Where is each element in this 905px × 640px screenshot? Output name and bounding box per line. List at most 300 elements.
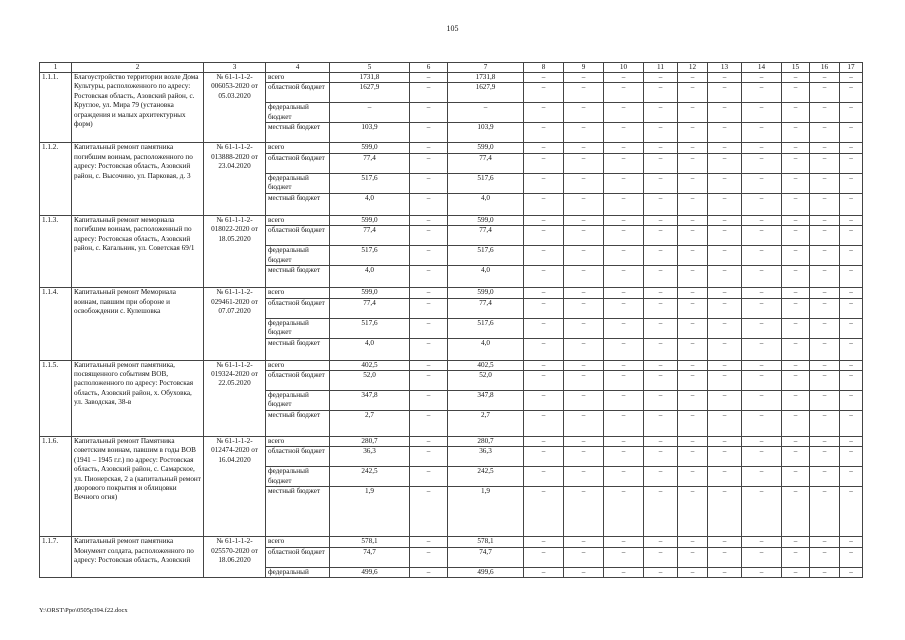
value-col-12: – bbox=[678, 338, 708, 360]
value-col-5: 402,5 bbox=[330, 360, 410, 370]
value-col-16: – bbox=[810, 173, 840, 193]
value-col-5: 77,4 bbox=[330, 153, 410, 173]
value-col-9: – bbox=[564, 266, 604, 288]
value-col-12: – bbox=[678, 371, 708, 391]
value-col-15: – bbox=[782, 447, 810, 467]
value-col-6: – bbox=[410, 143, 448, 153]
value-col-14: – bbox=[742, 226, 782, 246]
value-col-6: – bbox=[410, 246, 448, 266]
value-col-7: 2,7 bbox=[448, 411, 524, 437]
value-col-17: – bbox=[840, 537, 863, 547]
value-col-5: 1731,8 bbox=[330, 73, 410, 83]
value-col-7: 517,6 bbox=[448, 318, 524, 338]
value-col-9: – bbox=[564, 437, 604, 447]
value-col-7: 517,6 bbox=[448, 173, 524, 193]
value-col-16: – bbox=[810, 73, 840, 83]
value-col-15: – bbox=[782, 153, 810, 173]
object-name: Капитальный ремонт памятника, посвященного событиям ВОВ, расположенного по адресу: Ростовская область, Азовский район, х. Обуховка, ул. Заводская, 38-в bbox=[72, 360, 204, 436]
document-number: № 61-1-1-2-025570-2020 от 18.06.2020 bbox=[204, 537, 266, 578]
value-col-17: – bbox=[840, 437, 863, 447]
value-col-17: – bbox=[840, 215, 863, 225]
value-col-17: – bbox=[840, 103, 863, 123]
value-col-14: – bbox=[742, 487, 782, 537]
value-col-16: – bbox=[810, 246, 840, 266]
table-row bbox=[40, 288, 863, 298]
value-col-7: 578,1 bbox=[448, 537, 524, 547]
value-col-16: – bbox=[810, 391, 840, 411]
funding-source: местный бюджет bbox=[266, 123, 330, 143]
value-col-6: – bbox=[410, 537, 448, 547]
value-col-10: – bbox=[604, 487, 644, 537]
value-col-13: – bbox=[708, 226, 742, 246]
table-row bbox=[40, 215, 863, 225]
value-col-15: – bbox=[782, 143, 810, 153]
value-col-17: – bbox=[840, 73, 863, 83]
item-number: 1.1.5. bbox=[40, 360, 72, 436]
value-col-14: – bbox=[742, 338, 782, 360]
value-col-10: – bbox=[604, 193, 644, 215]
value-col-15: – bbox=[782, 215, 810, 225]
document-number: № 61-1-1-2-013888-2020 от 23.04.2020 bbox=[204, 143, 266, 215]
value-col-6: – bbox=[410, 371, 448, 391]
funding-source: областной бюджет bbox=[266, 298, 330, 318]
value-col-10: – bbox=[604, 153, 644, 173]
table-row bbox=[40, 73, 863, 83]
value-col-5: 36,3 bbox=[330, 447, 410, 467]
value-col-11: – bbox=[644, 537, 678, 547]
value-col-6: – bbox=[410, 266, 448, 288]
value-col-12: – bbox=[678, 83, 708, 103]
value-col-11: – bbox=[644, 547, 678, 567]
value-col-8: – bbox=[524, 437, 564, 447]
value-col-9: – bbox=[564, 360, 604, 370]
value-col-7: 280,7 bbox=[448, 437, 524, 447]
value-col-8: – bbox=[524, 83, 564, 103]
value-col-10: – bbox=[604, 123, 644, 143]
value-col-17: – bbox=[840, 467, 863, 487]
document-number: № 61-1-1-2-019324-2020 от 22.05.2020 bbox=[204, 360, 266, 436]
value-col-9: – bbox=[564, 487, 604, 537]
value-col-7: 36,3 bbox=[448, 447, 524, 467]
funding-source: федеральный бюджет bbox=[266, 391, 330, 411]
value-col-12: – bbox=[678, 73, 708, 83]
value-col-12: – bbox=[678, 487, 708, 537]
value-col-10: – bbox=[604, 266, 644, 288]
value-col-15: – bbox=[782, 360, 810, 370]
value-col-17: – bbox=[840, 143, 863, 153]
value-col-11: – bbox=[644, 298, 678, 318]
value-col-9: – bbox=[564, 173, 604, 193]
funding-source: всего bbox=[266, 288, 330, 298]
value-col-13: – bbox=[708, 298, 742, 318]
value-col-12: – bbox=[678, 567, 708, 577]
value-col-17: – bbox=[840, 83, 863, 103]
value-col-9: – bbox=[564, 288, 604, 298]
value-col-16: – bbox=[810, 153, 840, 173]
value-col-10: – bbox=[604, 298, 644, 318]
value-col-9: – bbox=[564, 318, 604, 338]
value-col-6: – bbox=[410, 173, 448, 193]
item-number: 1.1.3. bbox=[40, 215, 72, 287]
value-col-11: – bbox=[644, 103, 678, 123]
value-col-16: – bbox=[810, 103, 840, 123]
value-col-13: – bbox=[708, 338, 742, 360]
value-col-8: – bbox=[524, 371, 564, 391]
value-col-16: – bbox=[810, 567, 840, 577]
value-col-14: – bbox=[742, 73, 782, 83]
value-col-6: – bbox=[410, 103, 448, 123]
value-col-17: – bbox=[840, 123, 863, 143]
table-row bbox=[40, 360, 863, 370]
value-col-10: – bbox=[604, 360, 644, 370]
value-col-11: – bbox=[644, 83, 678, 103]
value-col-8: – bbox=[524, 153, 564, 173]
value-col-16: – bbox=[810, 215, 840, 225]
column-header-7: 7 bbox=[448, 63, 524, 73]
value-col-8: – bbox=[524, 173, 564, 193]
value-col-12: – bbox=[678, 153, 708, 173]
value-col-14: – bbox=[742, 123, 782, 143]
value-col-14: – bbox=[742, 437, 782, 447]
value-col-13: – bbox=[708, 391, 742, 411]
funding-source: всего bbox=[266, 360, 330, 370]
value-col-7: 4,0 bbox=[448, 193, 524, 215]
value-col-16: – bbox=[810, 318, 840, 338]
value-col-6: – bbox=[410, 318, 448, 338]
value-col-8: – bbox=[524, 318, 564, 338]
value-col-10: – bbox=[604, 73, 644, 83]
value-col-7: 499,6 bbox=[448, 567, 524, 577]
value-col-15: – bbox=[782, 266, 810, 288]
value-col-10: – bbox=[604, 246, 644, 266]
value-col-7: 599,0 bbox=[448, 288, 524, 298]
value-col-13: – bbox=[708, 143, 742, 153]
column-header-16: 16 bbox=[810, 63, 840, 73]
value-col-7: 347,8 bbox=[448, 391, 524, 411]
value-col-13: – bbox=[708, 123, 742, 143]
value-col-17: – bbox=[840, 371, 863, 391]
value-col-15: – bbox=[782, 103, 810, 123]
value-col-14: – bbox=[742, 103, 782, 123]
value-col-7: 52,0 bbox=[448, 371, 524, 391]
value-col-16: – bbox=[810, 226, 840, 246]
column-header-9: 9 bbox=[564, 63, 604, 73]
value-col-11: – bbox=[644, 288, 678, 298]
funding-source: всего bbox=[266, 215, 330, 225]
value-col-14: – bbox=[742, 391, 782, 411]
value-col-9: – bbox=[564, 226, 604, 246]
value-col-6: – bbox=[410, 338, 448, 360]
value-col-16: – bbox=[810, 298, 840, 318]
value-col-6: – bbox=[410, 123, 448, 143]
value-col-16: – bbox=[810, 338, 840, 360]
value-col-14: – bbox=[742, 411, 782, 437]
value-col-14: – bbox=[742, 567, 782, 577]
value-col-13: – bbox=[708, 467, 742, 487]
value-col-11: – bbox=[644, 226, 678, 246]
value-col-12: – bbox=[678, 298, 708, 318]
value-col-16: – bbox=[810, 437, 840, 447]
value-col-5: 2,7 bbox=[330, 411, 410, 437]
value-col-9: – bbox=[564, 153, 604, 173]
value-col-10: – bbox=[604, 567, 644, 577]
funding-source: местный бюджет bbox=[266, 266, 330, 288]
value-col-5: 52,0 bbox=[330, 371, 410, 391]
value-col-13: – bbox=[708, 371, 742, 391]
value-col-13: – bbox=[708, 215, 742, 225]
value-col-8: – bbox=[524, 215, 564, 225]
object-name: Капитальный ремонт памятника погибшим воинам, расположенного по адресу: Ростовская область, Азовский район, с. Высочино, ул. Парковая, д. 3 bbox=[72, 143, 204, 215]
value-col-10: – bbox=[604, 103, 644, 123]
value-col-14: – bbox=[742, 360, 782, 370]
value-col-15: – bbox=[782, 73, 810, 83]
value-col-15: – bbox=[782, 487, 810, 537]
value-col-7: 103,9 bbox=[448, 123, 524, 143]
object-name: Капитальный ремонт Мемориала воинам, павшим при обороне и освобождении с. Кулешовка bbox=[72, 288, 204, 360]
value-col-9: – bbox=[564, 391, 604, 411]
value-col-12: – bbox=[678, 437, 708, 447]
value-col-8: – bbox=[524, 411, 564, 437]
value-col-15: – bbox=[782, 246, 810, 266]
value-col-16: – bbox=[810, 447, 840, 467]
value-col-5: 280,7 bbox=[330, 437, 410, 447]
value-col-6: – bbox=[410, 193, 448, 215]
value-col-6: – bbox=[410, 215, 448, 225]
value-col-12: – bbox=[678, 288, 708, 298]
value-col-6: – bbox=[410, 391, 448, 411]
value-col-17: – bbox=[840, 173, 863, 193]
funding-source: федеральный бюджет bbox=[266, 173, 330, 193]
value-col-10: – bbox=[604, 371, 644, 391]
value-col-11: – bbox=[644, 437, 678, 447]
value-col-15: – bbox=[782, 411, 810, 437]
value-col-14: – bbox=[742, 537, 782, 547]
value-col-9: – bbox=[564, 338, 604, 360]
value-col-15: – bbox=[782, 226, 810, 246]
value-col-14: – bbox=[742, 288, 782, 298]
value-col-11: – bbox=[644, 123, 678, 143]
value-col-8: – bbox=[524, 288, 564, 298]
value-col-12: – bbox=[678, 360, 708, 370]
value-col-15: – bbox=[782, 567, 810, 577]
value-col-8: – bbox=[524, 467, 564, 487]
value-col-10: – bbox=[604, 547, 644, 567]
value-col-6: – bbox=[410, 226, 448, 246]
value-col-9: – bbox=[564, 73, 604, 83]
value-col-16: – bbox=[810, 143, 840, 153]
value-col-6: – bbox=[410, 447, 448, 467]
value-col-17: – bbox=[840, 338, 863, 360]
funding-source: местный бюджет bbox=[266, 193, 330, 215]
value-col-13: – bbox=[708, 266, 742, 288]
value-col-14: – bbox=[742, 298, 782, 318]
value-col-6: – bbox=[410, 567, 448, 577]
value-col-7: 77,4 bbox=[448, 153, 524, 173]
value-col-10: – bbox=[604, 226, 644, 246]
column-header-3: 3 bbox=[204, 63, 266, 73]
value-col-5: 499,6 bbox=[330, 567, 410, 577]
funding-source: областной бюджет bbox=[266, 153, 330, 173]
value-col-15: – bbox=[782, 338, 810, 360]
value-col-13: – bbox=[708, 83, 742, 103]
table-body bbox=[40, 73, 863, 578]
value-col-9: – bbox=[564, 246, 604, 266]
object-name: Благоустройство территории возле Дома Культуры, расположенного по адресу: Ростовская область, Азовский район, с. Круглое, ул. Мира 79 (установка ограждения и малых архитектурных форм) bbox=[72, 73, 204, 143]
value-col-8: – bbox=[524, 73, 564, 83]
value-col-17: – bbox=[840, 411, 863, 437]
value-col-7: 77,4 bbox=[448, 298, 524, 318]
value-col-11: – bbox=[644, 143, 678, 153]
page-number: 105 bbox=[446, 24, 459, 33]
value-col-17: – bbox=[840, 547, 863, 567]
value-col-5: 77,4 bbox=[330, 298, 410, 318]
value-col-7: 4,0 bbox=[448, 338, 524, 360]
value-col-17: – bbox=[840, 246, 863, 266]
footer-file-path: Y:\ORST\Ppo\0505p394.f22.docx bbox=[39, 607, 128, 614]
value-col-10: – bbox=[604, 437, 644, 447]
object-name: Капитальный ремонт Памятника советским воинам, павшим в годы ВОВ (1941 – 1945 г.г.) по адресу: Ростовская область, Азовский район, с. Самарское, ул. Пионерская, 2 а (капитальный ремонт дворового покрытия и облицовки Вечного огня) bbox=[72, 437, 204, 537]
value-col-5: 1,9 bbox=[330, 487, 410, 537]
value-col-9: – bbox=[564, 215, 604, 225]
value-col-8: – bbox=[524, 246, 564, 266]
value-col-12: – bbox=[678, 411, 708, 437]
value-col-14: – bbox=[742, 153, 782, 173]
funding-source: всего bbox=[266, 73, 330, 83]
value-col-8: – bbox=[524, 143, 564, 153]
value-col-9: – bbox=[564, 467, 604, 487]
value-col-9: – bbox=[564, 567, 604, 577]
value-col-14: – bbox=[742, 318, 782, 338]
item-number: 1.1.6. bbox=[40, 437, 72, 537]
value-col-12: – bbox=[678, 246, 708, 266]
value-col-12: – bbox=[678, 391, 708, 411]
value-col-9: – bbox=[564, 447, 604, 467]
value-col-6: – bbox=[410, 153, 448, 173]
value-col-13: – bbox=[708, 411, 742, 437]
value-col-10: – bbox=[604, 318, 644, 338]
value-col-13: – bbox=[708, 547, 742, 567]
value-col-15: – bbox=[782, 318, 810, 338]
document-number: № 61-1-1-2-018022-2020 от 18.05.2020 bbox=[204, 215, 266, 287]
funding-source: федеральный бюджет bbox=[266, 318, 330, 338]
value-col-6: – bbox=[410, 288, 448, 298]
value-col-13: – bbox=[708, 487, 742, 537]
value-col-14: – bbox=[742, 83, 782, 103]
value-col-14: – bbox=[742, 547, 782, 567]
value-col-11: – bbox=[644, 371, 678, 391]
value-col-13: – bbox=[708, 153, 742, 173]
value-col-9: – bbox=[564, 143, 604, 153]
value-col-10: – bbox=[604, 143, 644, 153]
value-col-5: 4,0 bbox=[330, 338, 410, 360]
value-col-13: – bbox=[708, 537, 742, 547]
value-col-12: – bbox=[678, 266, 708, 288]
value-col-6: – bbox=[410, 467, 448, 487]
value-col-12: – bbox=[678, 226, 708, 246]
value-col-6: – bbox=[410, 437, 448, 447]
value-col-11: – bbox=[644, 173, 678, 193]
value-col-13: – bbox=[708, 567, 742, 577]
value-col-14: – bbox=[742, 173, 782, 193]
value-col-10: – bbox=[604, 288, 644, 298]
value-col-5: 1627,9 bbox=[330, 83, 410, 103]
value-col-13: – bbox=[708, 246, 742, 266]
value-col-16: – bbox=[810, 266, 840, 288]
value-col-12: – bbox=[678, 123, 708, 143]
value-col-9: – bbox=[564, 411, 604, 437]
value-col-8: – bbox=[524, 226, 564, 246]
value-col-13: – bbox=[708, 437, 742, 447]
value-col-17: – bbox=[840, 567, 863, 577]
value-col-11: – bbox=[644, 338, 678, 360]
value-col-5: 103,9 bbox=[330, 123, 410, 143]
value-col-16: – bbox=[810, 487, 840, 537]
funding-source: областной бюджет bbox=[266, 226, 330, 246]
value-col-14: – bbox=[742, 246, 782, 266]
value-col-10: – bbox=[604, 215, 644, 225]
value-col-16: – bbox=[810, 193, 840, 215]
value-col-16: – bbox=[810, 360, 840, 370]
value-col-6: – bbox=[410, 411, 448, 437]
value-col-15: – bbox=[782, 437, 810, 447]
column-header-8: 8 bbox=[524, 63, 564, 73]
funding-source: областной бюджет bbox=[266, 371, 330, 391]
value-col-8: – bbox=[524, 391, 564, 411]
value-col-14: – bbox=[742, 143, 782, 153]
funding-source: областной бюджет bbox=[266, 83, 330, 103]
value-col-13: – bbox=[708, 73, 742, 83]
value-col-9: – bbox=[564, 371, 604, 391]
value-col-13: – bbox=[708, 447, 742, 467]
funding-source: федеральный бюджет bbox=[266, 467, 330, 487]
table-row bbox=[40, 143, 863, 153]
funding-source: местный бюджет bbox=[266, 487, 330, 537]
value-col-14: – bbox=[742, 447, 782, 467]
value-col-7: – bbox=[448, 103, 524, 123]
funding-source: всего bbox=[266, 537, 330, 547]
value-col-12: – bbox=[678, 173, 708, 193]
value-col-9: – bbox=[564, 298, 604, 318]
value-col-6: – bbox=[410, 73, 448, 83]
funding-source: областной бюджет bbox=[266, 547, 330, 567]
value-col-15: – bbox=[782, 371, 810, 391]
value-col-16: – bbox=[810, 537, 840, 547]
value-col-7: 74,7 bbox=[448, 547, 524, 567]
value-col-11: – bbox=[644, 567, 678, 577]
value-col-15: – bbox=[782, 298, 810, 318]
value-col-10: – bbox=[604, 173, 644, 193]
value-col-11: – bbox=[644, 153, 678, 173]
value-col-17: – bbox=[840, 447, 863, 467]
value-col-17: – bbox=[840, 391, 863, 411]
value-col-7: 1627,9 bbox=[448, 83, 524, 103]
value-col-12: – bbox=[678, 103, 708, 123]
value-col-12: – bbox=[678, 547, 708, 567]
value-col-10: – bbox=[604, 411, 644, 437]
value-col-6: – bbox=[410, 487, 448, 537]
value-col-16: – bbox=[810, 467, 840, 487]
value-col-10: – bbox=[604, 467, 644, 487]
value-col-17: – bbox=[840, 318, 863, 338]
value-col-8: – bbox=[524, 103, 564, 123]
object-name: Капитальный ремонт мемориала погибшим воинам, расположенный по адресу: Ростовская область, Азовский район, с. Кагальник, ул. Советская 69/1 bbox=[72, 215, 204, 287]
value-col-17: – bbox=[840, 266, 863, 288]
column-header-1: 1 bbox=[40, 63, 72, 73]
value-col-11: – bbox=[644, 266, 678, 288]
value-col-9: – bbox=[564, 103, 604, 123]
item-number: 1.1.7. bbox=[40, 537, 72, 578]
funding-source: федеральный бюджет bbox=[266, 103, 330, 123]
